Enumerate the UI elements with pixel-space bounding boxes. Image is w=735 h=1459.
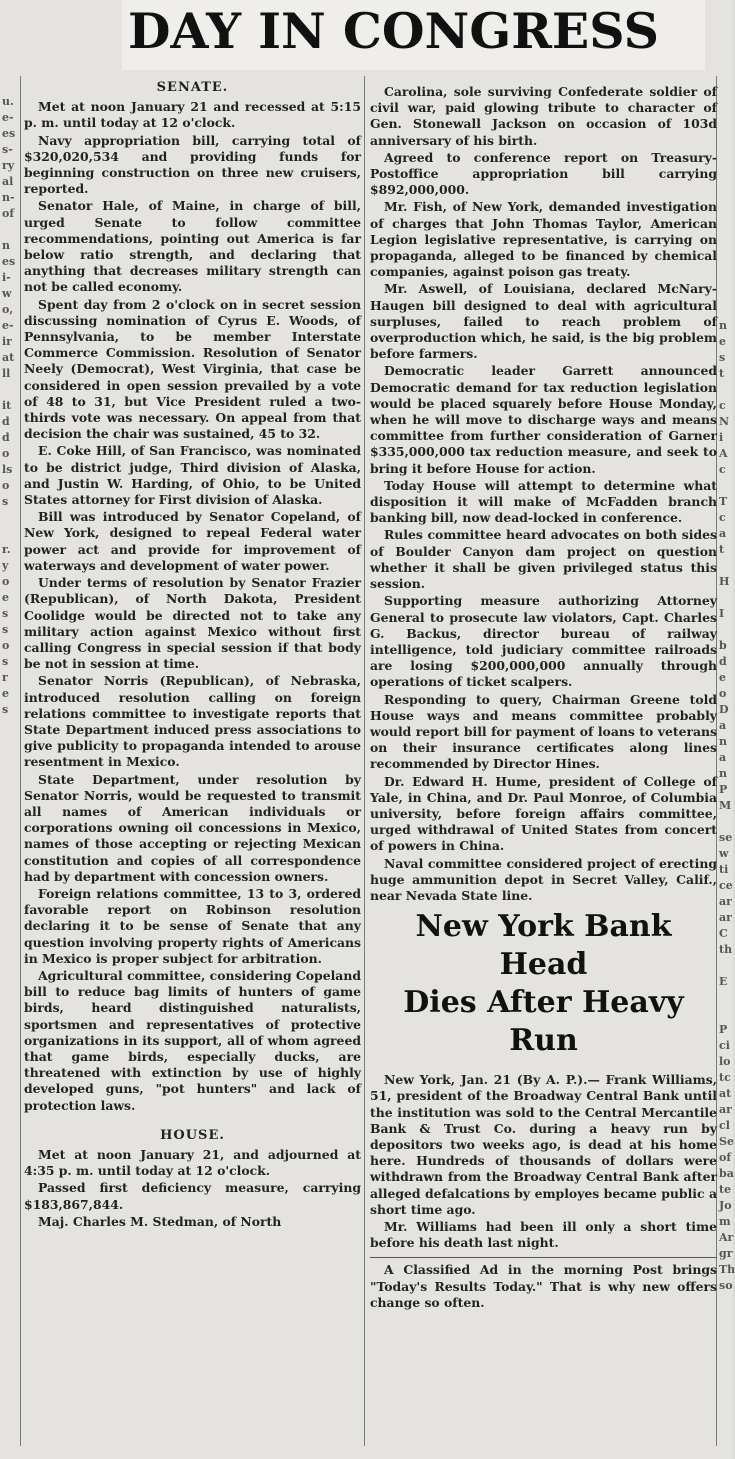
edge-fragment: n bbox=[719, 319, 727, 332]
edge-fragment: of bbox=[719, 1151, 732, 1164]
house-paragraph: Dr. Edward H. Hume, president of College of Yale, in China, and Dr. Paul Monroe, of Columbia university, before foreign affairs committee, urged withdrawal of United States from concert of powers in China. bbox=[370, 773, 717, 854]
edge-fragment bbox=[719, 814, 733, 830]
edge-fragment: u. bbox=[2, 95, 14, 108]
story-divider bbox=[370, 1257, 717, 1258]
edge-fragment: ls bbox=[2, 463, 13, 476]
edge-fragment bbox=[719, 1006, 733, 1022]
edge-fragment bbox=[2, 382, 20, 398]
edge-fragment: ar bbox=[719, 911, 732, 924]
edge-fragment bbox=[719, 990, 733, 1006]
house-paragraph: Rules committee heard advocates on both sides of Boulder Canyon dam project on question whether it shall be given privileged status this session. bbox=[370, 527, 717, 592]
edge-fragment: es bbox=[2, 255, 16, 268]
edge-fragment: s bbox=[2, 495, 9, 508]
senate-paragraph: Navy appropriation bill, carrying total of $320,020,534 and providing funds for beginning construction on three new cruisers, reported. bbox=[24, 132, 361, 197]
house-paragraph: Mr. Fish, of New York, demanded investigation of charges that John Thomas Taylor, American Legion legislative representative, is carrying on propaganda, alleged to be financed by chemical companies, against poison gas treaty. bbox=[370, 199, 717, 280]
edge-fragment: s bbox=[2, 607, 9, 620]
senate-paragraph: Foreign relations committee, 13 to 3, ordered favorable report on Robinson resolution declaring it to be sense of Senate that any question involving property rights of Americans in Mexico is proper subject for arbitration. bbox=[24, 885, 361, 966]
edge-fragment: i- bbox=[2, 271, 11, 284]
edge-fragment: cl bbox=[719, 1119, 730, 1132]
edge-fragment: D bbox=[719, 703, 729, 716]
edge-fragment: i bbox=[719, 431, 724, 444]
edge-fragment: t bbox=[719, 367, 725, 380]
edge-fragment: al bbox=[2, 175, 14, 188]
edge-fragment: s bbox=[719, 351, 726, 364]
edge-fragment: gr bbox=[719, 1247, 733, 1260]
edge-fragment: d bbox=[719, 655, 727, 668]
senate-paragraph: Met at noon January 21 and recessed at 5:15 p. m. until today at 12 o'clock. bbox=[24, 99, 361, 131]
house-paragraph: Supporting measure authorizing Attorney General to prosecute law violators, Capt. Charles G. Backus, director bureau of railway intelligence, told judiciary committee railroads are losing $200,000,000 annually through operations of ticket scalpers. bbox=[370, 593, 717, 690]
edge-fragment: ti bbox=[719, 863, 729, 876]
edge-fragment: ry bbox=[2, 159, 15, 172]
edge-fragment: N bbox=[719, 415, 730, 428]
edge-fragment: E bbox=[719, 975, 728, 988]
edge-fragment: w bbox=[719, 847, 729, 860]
house-paragraph: Met at noon January 21, and adjourned at 4:35 p. m. until today at 12 o'clock. bbox=[24, 1147, 361, 1179]
edge-fragment: w bbox=[2, 287, 12, 300]
edge-fragment: o bbox=[2, 479, 10, 492]
edge-fragment: ar bbox=[719, 895, 732, 908]
house-body-col1 bbox=[24, 1147, 361, 1230]
edge-fragment: A bbox=[719, 447, 728, 460]
edge-fragment: lo bbox=[719, 1055, 731, 1068]
column-rule-middle bbox=[364, 76, 365, 1446]
edge-fragment bbox=[719, 590, 733, 606]
edge-fragment: a bbox=[719, 751, 727, 764]
edge-fragment: te bbox=[719, 1183, 732, 1196]
bank-headline-line2: Dies After Heavy Run bbox=[403, 985, 684, 1059]
bank-story-headline bbox=[370, 908, 717, 1060]
edge-fragment bbox=[719, 478, 733, 494]
edge-fragment bbox=[2, 526, 20, 542]
senate-paragraph: Under terms of resolution by Senator Frazier (Republican), of North Dakota, President Coolidge would be directed not to take any military action against Mexico without first calling Congress in special session if that body be not in session at time. bbox=[24, 575, 361, 672]
bank-story-paragraph: Mr. Williams had been ill only a short time before his death last night. bbox=[370, 1218, 717, 1251]
house-paragraph: Democratic leader Garrett announced Democratic demand for tax reduction legislation would be placed squarely before House Monday, when he will move to discharge ways and means committee from further consideration of Garner $335,000,000 tax reduction measure, and seek to bring it before House for action. bbox=[370, 363, 717, 476]
edge-fragment: d bbox=[2, 415, 10, 428]
edge-fragment: Th bbox=[719, 1263, 735, 1276]
edge-fragment: of bbox=[2, 207, 15, 220]
edge-fragment: t bbox=[719, 543, 725, 556]
house-paragraph: Agreed to conference report on Treasury-Postoffice appropriation bill carrying $892,000,000. bbox=[370, 149, 717, 198]
edge-fragment: o, bbox=[2, 303, 14, 316]
edge-fragment bbox=[2, 510, 20, 526]
edge-fragment: e bbox=[2, 687, 9, 700]
edge-fragment: at bbox=[2, 351, 15, 364]
edge-fragment: o bbox=[2, 639, 10, 652]
column-senate bbox=[24, 78, 361, 1231]
page-headline: DAY IN CONGRESS bbox=[128, 2, 659, 60]
edge-fragment: s bbox=[2, 623, 9, 636]
edge-fragment: e bbox=[719, 671, 726, 684]
edge-fragment: r. bbox=[2, 543, 11, 556]
edge-fragment: c bbox=[719, 399, 726, 412]
bank-headline-line1: New York Bank Head bbox=[415, 909, 672, 983]
edge-fragment: a bbox=[719, 719, 727, 732]
edge-fragment bbox=[719, 558, 733, 574]
edge-fragment: M bbox=[719, 799, 732, 812]
house-paragraph: Maj. Charles M. Stedman, of North bbox=[38, 1213, 282, 1229]
senate-paragraph: Bill was introduced by Senator Copeland, of New York, designed to repeal Federal water power act and provide for improvement of waterways and development of water power. bbox=[24, 509, 361, 573]
edge-fragment: ar bbox=[719, 1103, 732, 1116]
house-paragraph: Responding to query, Chairman Greene told House ways and means committee probably would report bill for payment of loans to veterans on their insurance certificates along lines recommended by Director Hines. bbox=[370, 691, 717, 772]
edge-fragment: m bbox=[719, 1215, 731, 1228]
column-rule-left bbox=[20, 76, 21, 1446]
edge-fragment: tc bbox=[719, 1071, 731, 1084]
left-edge-fragments bbox=[2, 94, 20, 718]
edge-fragment: s- bbox=[2, 143, 13, 156]
house-body-col2 bbox=[370, 84, 717, 904]
edge-fragment: se bbox=[719, 831, 733, 844]
edge-fragment bbox=[719, 958, 733, 974]
column-house bbox=[370, 84, 717, 1312]
edge-fragment: at bbox=[719, 1087, 732, 1100]
edge-fragment: n bbox=[2, 239, 10, 252]
edge-fragment: c bbox=[719, 511, 726, 524]
edge-fragment bbox=[719, 382, 733, 398]
classified-note: A Classified Ad in the morning Post brings "Today's Results Today." That is why new offers change so often. bbox=[370, 1262, 717, 1310]
edge-fragment: Jo bbox=[719, 1199, 732, 1212]
edge-fragment: P bbox=[719, 783, 728, 796]
edge-fragment: it bbox=[2, 399, 12, 412]
senate-paragraph: Senator Hale, of Maine, in charge of bill, urged Senate to follow committee recommendations, pointing out America is far below ratio strength, and declaring that anything that decreases military strength can not be called economy. bbox=[24, 198, 361, 295]
edge-fragment: a bbox=[719, 527, 727, 540]
edge-fragment: I bbox=[719, 607, 725, 620]
edge-fragment: C bbox=[719, 927, 728, 940]
bank-story-body bbox=[370, 1072, 717, 1251]
edge-fragment: H bbox=[719, 575, 730, 588]
senate-paragraph: Senator Norris (Republican), of Nebraska, introduced resolution calling on foreign relations committee to investigate reports that State Department induced press associations to give publicity to propaganda intended to arouse resentment in Mexico. bbox=[24, 673, 361, 770]
edge-fragment: d bbox=[2, 431, 10, 444]
edge-fragment: b bbox=[719, 639, 727, 652]
edge-fragment: n- bbox=[2, 191, 15, 204]
edge-fragment: y bbox=[2, 559, 9, 572]
edge-fragment: ll bbox=[2, 367, 11, 380]
edge-fragment: th bbox=[719, 943, 733, 956]
edge-fragment: ir bbox=[2, 335, 12, 348]
senate-paragraph: State Department, under resolution by Senator Norris, would be requested to transmit all names of American individuals or corporations owning oil concessions in Mexico, names of those accepting or rejecting Mexican constitution and copies of all correspondence had by department with concession owners. bbox=[24, 771, 361, 884]
edge-fragment bbox=[719, 622, 733, 638]
edge-fragment: Se bbox=[719, 1135, 734, 1148]
edge-fragment: o bbox=[719, 687, 727, 700]
edge-fragment: ba bbox=[719, 1167, 734, 1180]
house-paragraph: Mr. Aswell, of Louisiana, declared McNary-Haugen bill designed to deal with agricultural surpluses, failed to reach problem of overproduction which, he said, is the big problem before farmers. bbox=[370, 281, 717, 362]
house-paragraph: Naval committee considered project of erecting huge ammunition depot in Secret Valley, Calif., near Nevada State line. bbox=[370, 855, 717, 903]
edge-fragment: s bbox=[2, 703, 9, 716]
edge-fragment: T bbox=[719, 495, 728, 508]
edge-fragment: ci bbox=[719, 1039, 730, 1052]
edge-fragment: so bbox=[719, 1279, 733, 1292]
bank-story-paragraph: New York, Jan. 21 (By A. P.).— Frank Williams, 51, president of the Broadway Central Bank until the institution was sold to the Central Mercantile Bank & Trust Co. during a heavy run by depositors two weeks ago, is dead at his home here. Hundreds of thousands of dollars were withdrawn from the Broadway Central Bank after alleged defalcations by employes became public a short time ago. bbox=[370, 1072, 717, 1217]
edge-fragment: r bbox=[2, 671, 8, 684]
edge-fragment: o bbox=[2, 447, 10, 460]
edge-fragment: e bbox=[719, 335, 726, 348]
edge-fragment: e bbox=[2, 591, 9, 604]
edge-fragment: o bbox=[2, 575, 10, 588]
edge-fragment: P bbox=[719, 1023, 728, 1036]
edge-fragment: ce bbox=[719, 879, 733, 892]
senate-paragraph: Agricultural committee, considering Copeland bill to reduce bag limits of hunters of game birds, heard distinguished naturalists, sportsmen and representatives of protective organizations in its support, all of whom agreed that game birds, especially ducks, are threatened with extinction by use of highly developed guns, "pot hunters" and lack of protection laws. bbox=[24, 967, 362, 1113]
edge-fragment: Ar bbox=[719, 1231, 734, 1244]
senate-paragraph: E. Coke Hill, of San Francisco, was nominated to be district judge, Third division of Alaska, and Justin W. Harding, of Ohio, to be United States attorney for First division of Alaska. bbox=[24, 443, 361, 508]
edge-fragment: n bbox=[719, 767, 727, 780]
edge-fragment: n bbox=[719, 735, 727, 748]
edge-fragment: e- bbox=[2, 319, 14, 332]
senate-paragraph: Spent day from 2 o'clock on in secret session discussing nomination of Cyrus E. Woods, of Pennsylvania, to be member Interstate Commerce Commission. Resolution of Senator Neely (Democrat), West Virginia, that case be considered in open session prevailed by a vote of 48 to 31, but Vice President ruled a two-thirds vote was necessary. On appeal from that decision the chair was sustained, 45 to 32. bbox=[24, 296, 361, 442]
edge-fragment: s bbox=[2, 655, 9, 668]
senate-body bbox=[24, 99, 361, 1114]
house-paragraph: Passed first deficiency measure, carrying $183,867,844. bbox=[24, 1180, 361, 1212]
edge-fragment: c bbox=[719, 463, 726, 476]
edge-fragment bbox=[2, 222, 20, 238]
house-paragraph: Today House will attempt to determine what disposition it will make of McFadden branch banking bill, now dead-locked in conference. bbox=[370, 477, 717, 526]
senate-heading: SENATE. bbox=[156, 80, 229, 95]
house-heading: HOUSE. bbox=[160, 1127, 225, 1143]
house-paragraph: Carolina, sole surviving Confederate soldier of civil war, paid glowing tribute to character of Gen. Stonewall Jackson on occasion of 103d anniversary of his birth. bbox=[370, 84, 717, 148]
right-edge-fragments bbox=[719, 318, 733, 1294]
edge-fragment: es bbox=[2, 127, 16, 140]
edge-fragment: e- bbox=[2, 111, 14, 124]
